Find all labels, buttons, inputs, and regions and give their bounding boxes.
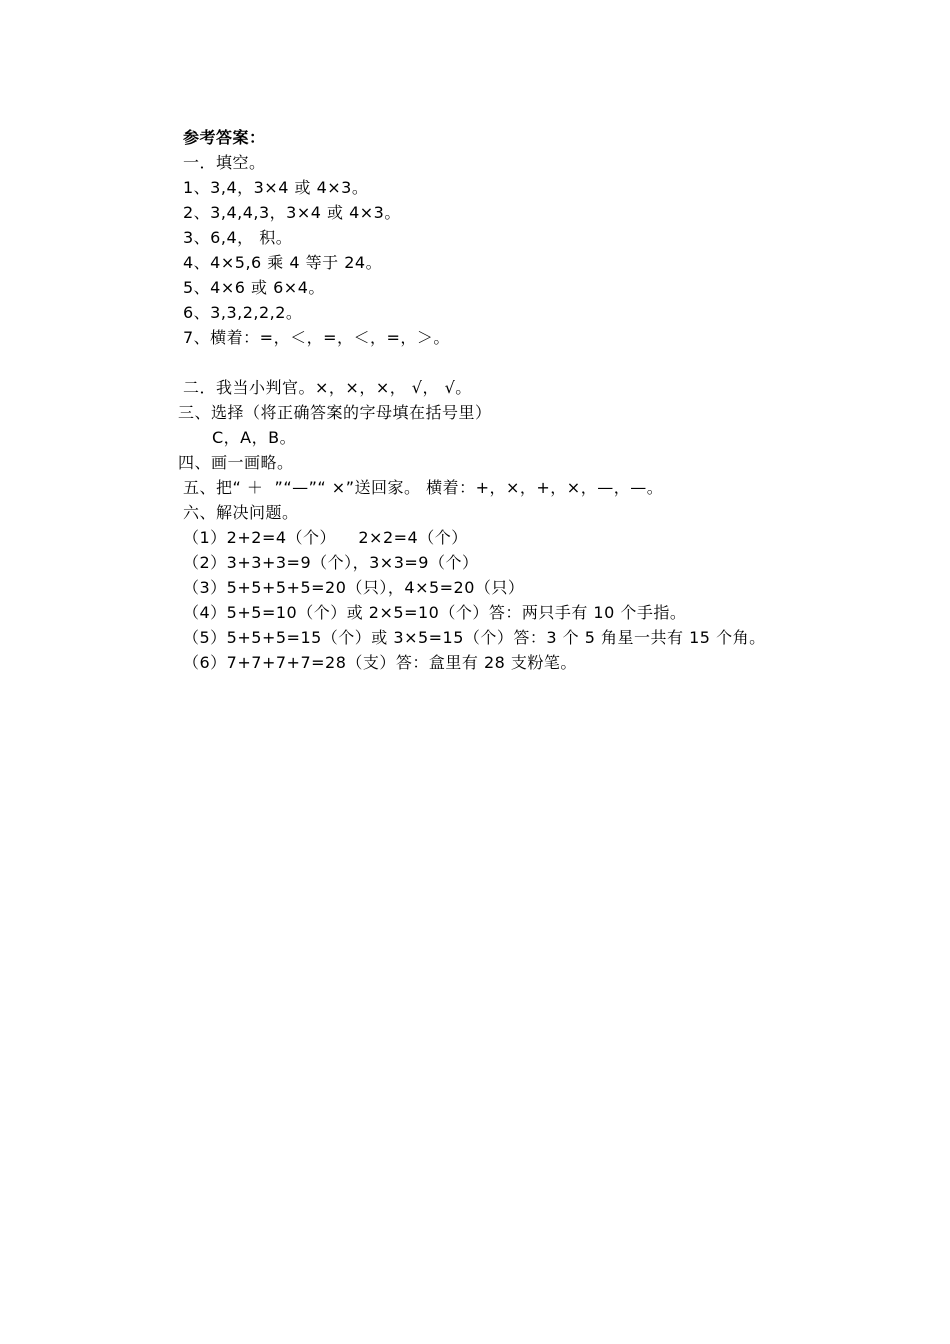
section5-line: 五、把“ ＋ ”“—”“ ×”送回家。 横着：+，×，+，×，—，—。 (183, 478, 664, 497)
section1-heading: 一．填空。 (183, 153, 266, 172)
section6-item-5: （5）5+5+5=15（个）或 3×5=15（个）答：3 个 5 角星一共有 15 个角。 (183, 628, 766, 647)
section4-line: 四、画一画略。 (178, 453, 294, 472)
section6-item-4: （4）5+5=10（个）或 2×5=10（个）答：两只手有 10 个手指。 (183, 603, 687, 622)
section6-item-1: （1）2+2=4（个） 2×2=4（个） (183, 528, 468, 547)
section2-line: 二．我当小判官。×，×，×， √， √。 (183, 378, 472, 397)
section1-item-2: 2、3,4,4,3，3×4 或 4×3。 (183, 203, 401, 222)
section1-item-1: 1、3,4，3×4 或 4×3。 (183, 178, 369, 197)
section6-item-6: （6）7+7+7+7=28（支）答：盒里有 28 支粉笔。 (183, 653, 577, 672)
section6-item-2: （2）3+3+3=9（个），3×3=9（个） (183, 553, 479, 572)
section1-item-3: 3、6,4， 积。 (183, 228, 293, 247)
section6-heading: 六、解决问题。 (183, 503, 299, 522)
section1-item-4: 4、4×5,6 乘 4 等于 24。 (183, 253, 383, 272)
page-title: 参考答案： (183, 128, 266, 147)
section6-item-3: （3）5+5+5+5=20（只），4×5=20（只） (183, 578, 525, 597)
section1-item-5: 5、4×6 或 6×4。 (183, 278, 325, 297)
section1-item-7: 7、横着：=，＜，=，＜，=，＞。 (183, 328, 450, 347)
section1-item-6: 6、3,3,2,2,2。 (183, 303, 303, 322)
section3-answer: C，A，B。 (212, 428, 297, 447)
section3-heading: 三、选择（将正确答案的字母填在括号里） (178, 403, 492, 422)
